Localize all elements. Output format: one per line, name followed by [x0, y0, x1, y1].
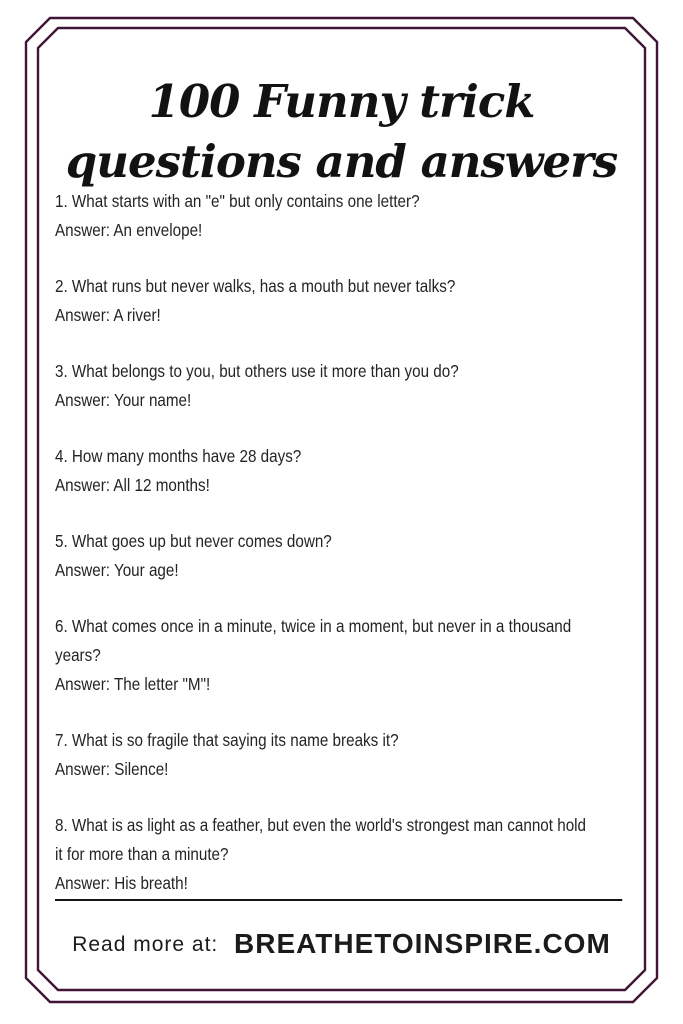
qa-item-4 — [55, 442, 629, 500]
footer-space — [223, 933, 230, 956]
footer-readmore — [0, 928, 683, 960]
footer-site-name: BREATHETOINSPIRE.COM — [234, 928, 611, 959]
question-text: 3. What belongs to you, but others use it more than you do? — [55, 361, 459, 381]
page-title — [0, 72, 683, 192]
question-text: years? — [55, 645, 101, 665]
qa-item-1 — [55, 187, 629, 245]
question-text: 2. What runs but never walks, has a mouth but never talks? — [55, 276, 456, 296]
page-title-line2: questions and answers — [65, 135, 618, 189]
qa-item-3 — [55, 357, 629, 415]
question-text: 7. What is so fragile that saying its name breaks it? — [55, 730, 399, 750]
answer-text: Answer: An envelope! — [55, 220, 203, 240]
footer-prefix-label: Read more at: — [72, 933, 219, 956]
question-text: 6. What comes once in a minute, twice in a moment, but never in a thousand — [55, 616, 572, 636]
question-text: 4. How many months have 28 days? — [55, 446, 302, 466]
answer-text: Answer: The letter "M"! — [55, 674, 211, 694]
question-text: it for more than a minute? — [55, 844, 229, 864]
answer-text: Answer: Silence! — [55, 759, 169, 779]
questions-list — [55, 187, 629, 901]
question-text: 1. What starts with an "e" but only contains one letter? — [55, 191, 420, 211]
answer-text: Answer: Your age! — [55, 560, 179, 580]
answer-text: Answer: All 12 months! — [55, 475, 210, 495]
question-text: 5. What goes up but never comes down? — [55, 531, 332, 551]
qa-item-2 — [55, 272, 629, 330]
question-text: 8. What is as light as a feather, but even the world's strongest man cannot hold — [55, 815, 587, 835]
qa-item-8 — [55, 811, 629, 901]
qa-item-6 — [55, 612, 629, 699]
page-title-line1: 100 Funny trick — [148, 75, 535, 129]
answer-text: Answer: Your name! — [55, 390, 192, 410]
answer-text: Answer: A river! — [55, 305, 161, 325]
answer-text-underlined: Answer: His breath! — [55, 869, 622, 901]
qa-item-7 — [55, 726, 629, 784]
qa-item-5 — [55, 527, 629, 585]
